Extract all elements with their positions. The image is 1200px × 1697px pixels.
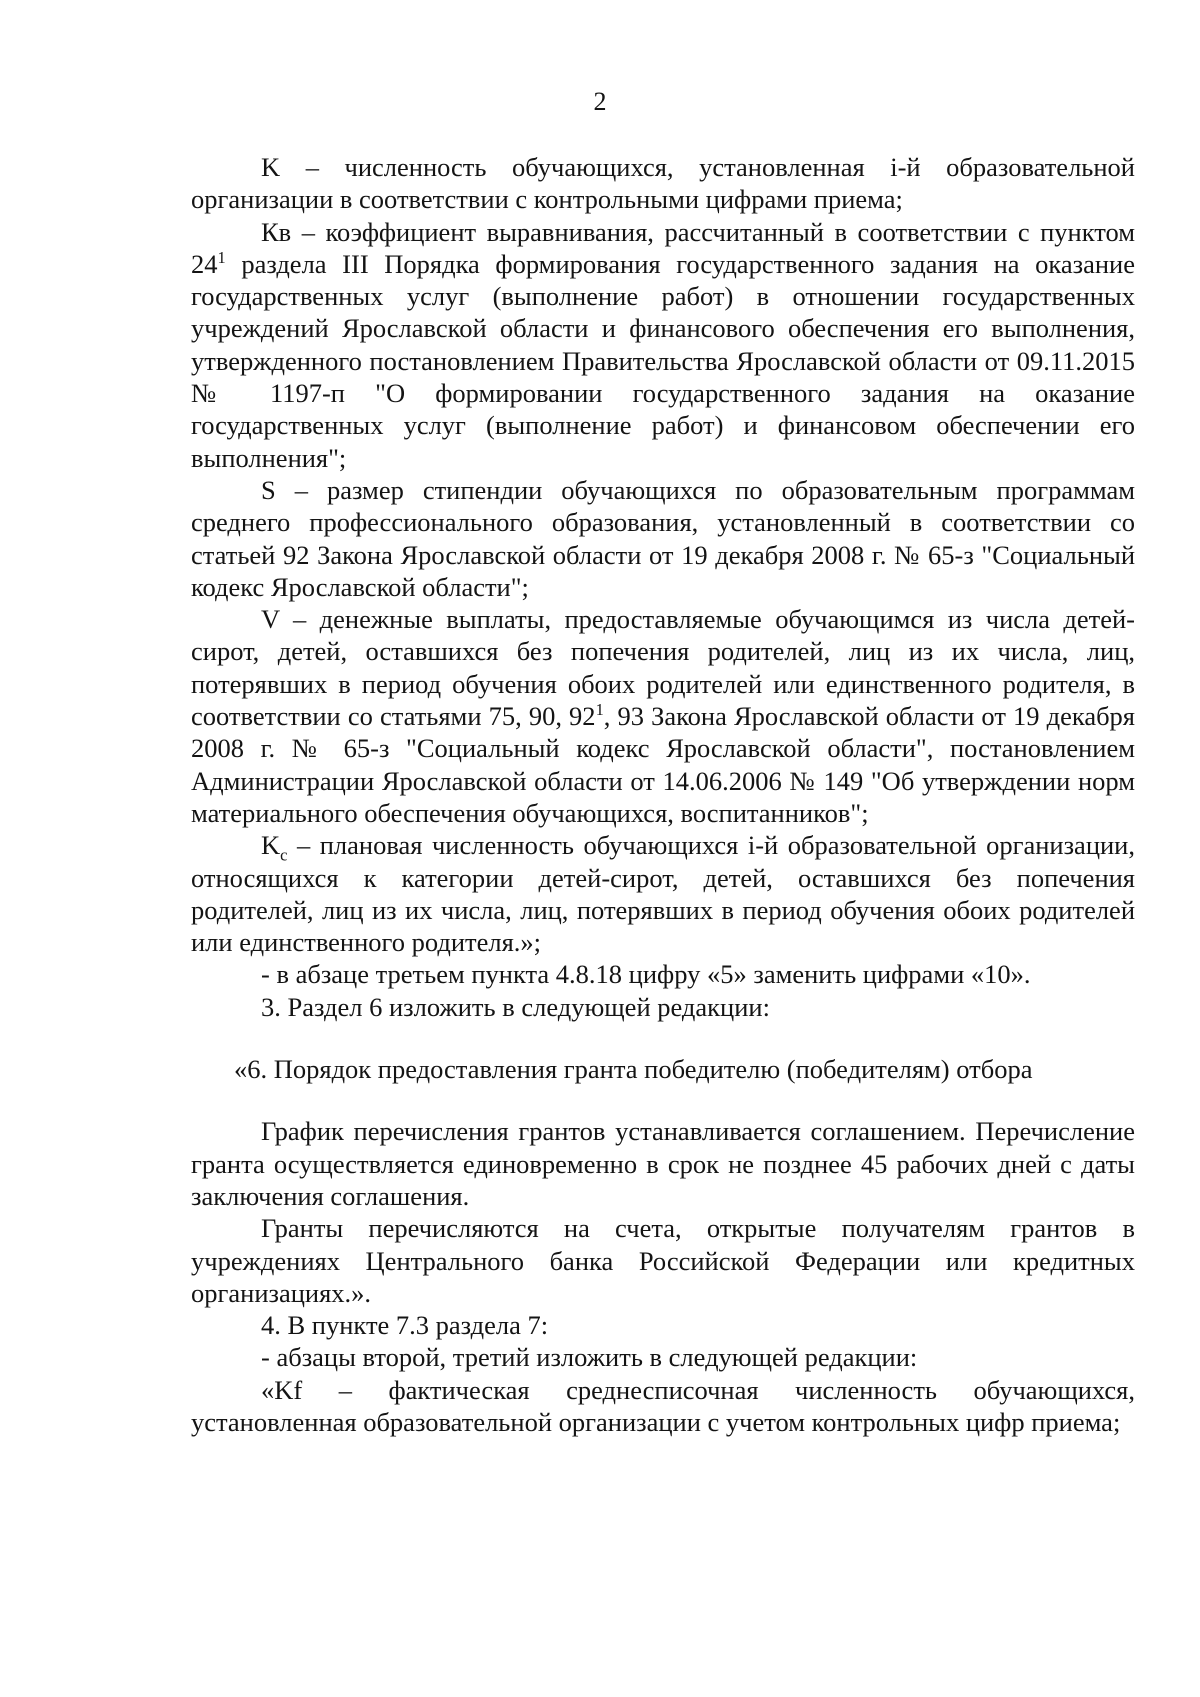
superscript-1: 1 (595, 700, 604, 720)
spacer (191, 1023, 1135, 1053)
paragraph-paragraphs-amendment: - абзацы второй, третий изложить в следующей редакции: (261, 1342, 918, 1373)
paragraph-section-6-intro: 3. Раздел 6 изложить в следующей редакции: (261, 991, 770, 1022)
paragraph-point-7-3: 4. В пункте 7.3 раздела 7: (261, 1310, 549, 1341)
paragraph-grant-schedule: График перечисления грантов устанавливается соглашением. Перечисление гранта осуществляется единовременно в срок не позднее 45 рабочих дней с даты заключения соглашения. (191, 1116, 1135, 1211)
paragraph-kv-text-start: Кв – коэффициент выравнивания, рассчитанный в соответствии с пунктом 24 (191, 216, 1135, 279)
paragraph-k-definition: K – численность обучающихся, установленная i-й образовательной организации в соответствии с контрольными цифрами приема; (191, 152, 1135, 215)
page-number: 2 (593, 87, 607, 116)
subscript-c: c (280, 845, 288, 865)
paragraph-v-text-end: , 93 Закона Ярославской области от 19 декабря 2008 г. № 65-з "Социальный кодекс Ярославской области", постановлением Администрации Ярославской области от 14.06.2006 № 149 "Об утверждении норм материального обеспечения обучающихся, воспитанников"; (191, 701, 1135, 828)
paragraph-kf-definition: «Kf – фактическая среднесписочная численность обучающихся, установленная образовательной организации с учетом контрольных цифр приема; (191, 1374, 1135, 1437)
paragraph-grant-accounts: Гранты перечисляются на счета, открытые получателям грантов в учреждениях Центрального банка Российской Федерации или кредитных организациях.». (191, 1213, 1135, 1308)
paragraph-kc-symbol: K (261, 830, 281, 861)
paragraph-kv-definition (191, 216, 1135, 474)
paragraph-kc-definition (191, 829, 1135, 958)
spacer (191, 1085, 1135, 1115)
paragraph-kv-text-end: раздела III Порядка формирования государственного задания на оказание государственных услуг (выполнение работ) в отношении государственных учреждений Ярославской области и финансового обеспечения его выполнения, утвержденного постановлением Правительства Ярославской области от 09.11.2015 № 1197-п "О формировании государственного задания на оказание государственных услуг (выполнение работ) и финансовом обеспечении его выполнения"; (191, 248, 1135, 473)
superscript-1: 1 (217, 248, 226, 268)
section-6-heading: «6. Порядок предоставления гранта победителю (победителям) отбора (234, 1054, 1033, 1085)
paragraph-v-definition (191, 603, 1135, 829)
paragraph-kc-text: – плановая численность обучающихся i-й образовательной организации, относящихся к категории детей-сирот, детей, оставшихся без попечения родителей, лиц из их числа, лиц, потерявших в период обучения обоих родителей или единственного родителя.»; (191, 830, 1135, 958)
paragraph-amendment-4-8-18: - в абзаце третьем пункта 4.8.18 цифру «5» заменить цифрами «10». (261, 959, 1031, 990)
paragraph-s-definition: S – размер стипендии обучающихся по образовательным программам среднего профессионального образования, установленный в соответствии со статьей 92 Закона Ярославской области от 19 декабря 2008 г. № 65-з "Социальный кодекс Ярославской области"; (191, 474, 1135, 602)
paragraph-v-text-start: V – денежные выплаты, предоставляемые обучающимся из числа детей-сирот, детей, оставшихся без попечения родителей, лиц из их числа, лиц, потерявших в период обучения обоих родителей или единственного родителя, в соответствии со статьями 75, 90, 92 (191, 604, 1135, 732)
document-body (191, 151, 1135, 1438)
